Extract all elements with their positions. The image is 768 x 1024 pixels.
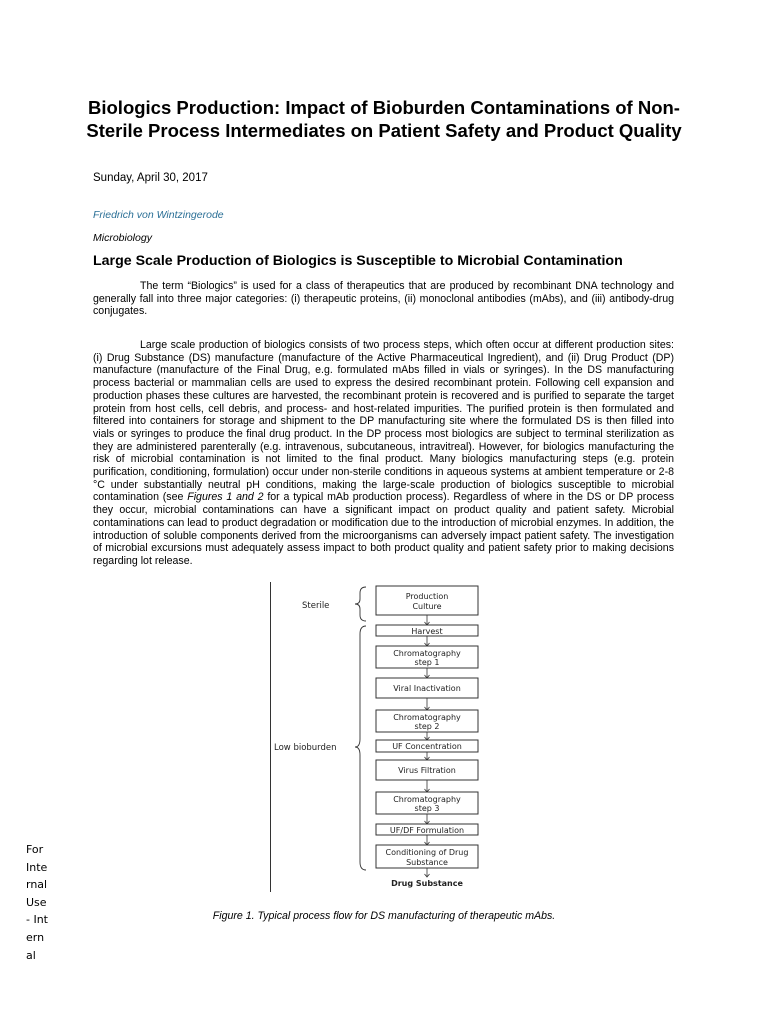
process-flow-diagram — [266, 582, 496, 892]
publish-date: Sunday, April 30, 2017 — [93, 172, 208, 184]
step-viral-inactivation-label: Viral Inactivation — [393, 684, 461, 693]
paragraph-production — [93, 339, 674, 568]
author-name[interactable]: Friedrich von Wintzingerode — [93, 209, 224, 221]
step-chromatography-2-line1: Chromatography — [393, 713, 461, 722]
step-chromatography-3-line1: Chromatography — [393, 795, 461, 804]
sterile-label: Sterile — [302, 601, 330, 611]
step-production-culture-line2: Culture — [412, 602, 442, 611]
step-ufdf-formulation-label: UF/DF Formulation — [389, 826, 465, 835]
paragraph-text-part1: Large scale production of biologics consists of two process steps, which often occur at different production sites: (i) Drug Substance (DS) manufacture (manufacture of the Active Pharmaceutical Ingredient), and (ii) Drug Product (DP) manufacture (manufacture of the Final Drug, e.g. formulated mAbs filled in vials or syringes). In the DS manufacturing process bacterial or mammalian cells are used to express the desired recombinant protein. Following cell expansion and production phases these cultures are harvested, the recombinant protein is recovered and is purified to separate the target protein from host cells, cell debris, and process- and host-related impurities. The purified protein is then formulated and filtered into containers for storage and shipment to the DP manufacturing site where the formulated DS is then filled into vials or syringes to produce the final drug product. In the DP process most biologics are subject to terminal sterilization as they are administered parenterally (e.g. intravenous, subcutaneous, intravitreal). However, for biologics manufacturing the risk of microbial contamination is not limited to the final product. Many biologics manufacturing steps (e.g. protein purification, conditioning, formulation) occur under non-sterile conditions in aqueous systems at ambient temperature or 2-8 °C under substantially neutral pH conditions, making the large-scale production of biologics susceptible to microbial contamination (see — [93, 339, 674, 504]
step-chromatography-2-line2: step 2 — [414, 722, 440, 731]
step-chromatography-1-line2: step 1 — [414, 658, 440, 667]
article-title: Biologics Production: Impact of Bioburden Contaminations of Non-Sterile Process Intermediates on Patient Safety and Product Quality — [86, 97, 682, 141]
paragraph-text-part2: for a typical mAb production process). Regardless of where in the DS or DP process they occur, microbial contaminations can have a significant impact on product quality and patient safety. Microbial contaminations can lead to product degradation or modification due to the introduction of microbial enzymes. In addition, the introduction of soluble components derived from the microorganisms can adversely impact patient safety. The investigation of microbial excursions must adequately assess impact to both product quality and patient safety prior to making decisions regarding lot release. — [93, 491, 675, 567]
low-bioburden-label: Low bioburden — [274, 743, 337, 753]
paragraph-intro: The term “Biologics” is used for a class of therapeutics that are produced by recombinant DNA technology and generally fall into three major categories: (i) therapeutic proteins, (ii) monoclonal antibodies (mAbs), and (iii) antibody-drug conjugates. — [93, 280, 674, 318]
step-virus-filtration-label: Virus Filtration — [398, 766, 456, 775]
sterile-brace — [355, 587, 366, 621]
step-harvest-label: Harvest — [411, 627, 443, 636]
figure-reference: Figures 1 and 2 — [187, 491, 264, 504]
step-uf-concentration-label: UF Concentration — [392, 742, 462, 751]
figure-caption: Figure 1. Typical process flow for DS manufacturing of therapeutic mAbs. — [212, 910, 556, 922]
low-bioburden-brace — [355, 626, 366, 870]
classification-note: For Internal Use - Internal — [26, 843, 48, 962]
category-label: Microbiology — [93, 232, 152, 244]
step-production-culture-line1: Production — [405, 592, 449, 601]
step-conditioning-line2: Substance — [406, 858, 448, 867]
step-chromatography-3-line2: step 3 — [414, 804, 440, 813]
section-heading: Large Scale Production of Biologics is Susceptible to Microbial Contamination — [93, 253, 623, 269]
step-conditioning-line1: Conditioning of Drug — [385, 848, 469, 857]
step-drug-substance-label: Drug Substance — [391, 879, 463, 888]
step-chromatography-1-line1: Chromatography — [393, 649, 461, 658]
